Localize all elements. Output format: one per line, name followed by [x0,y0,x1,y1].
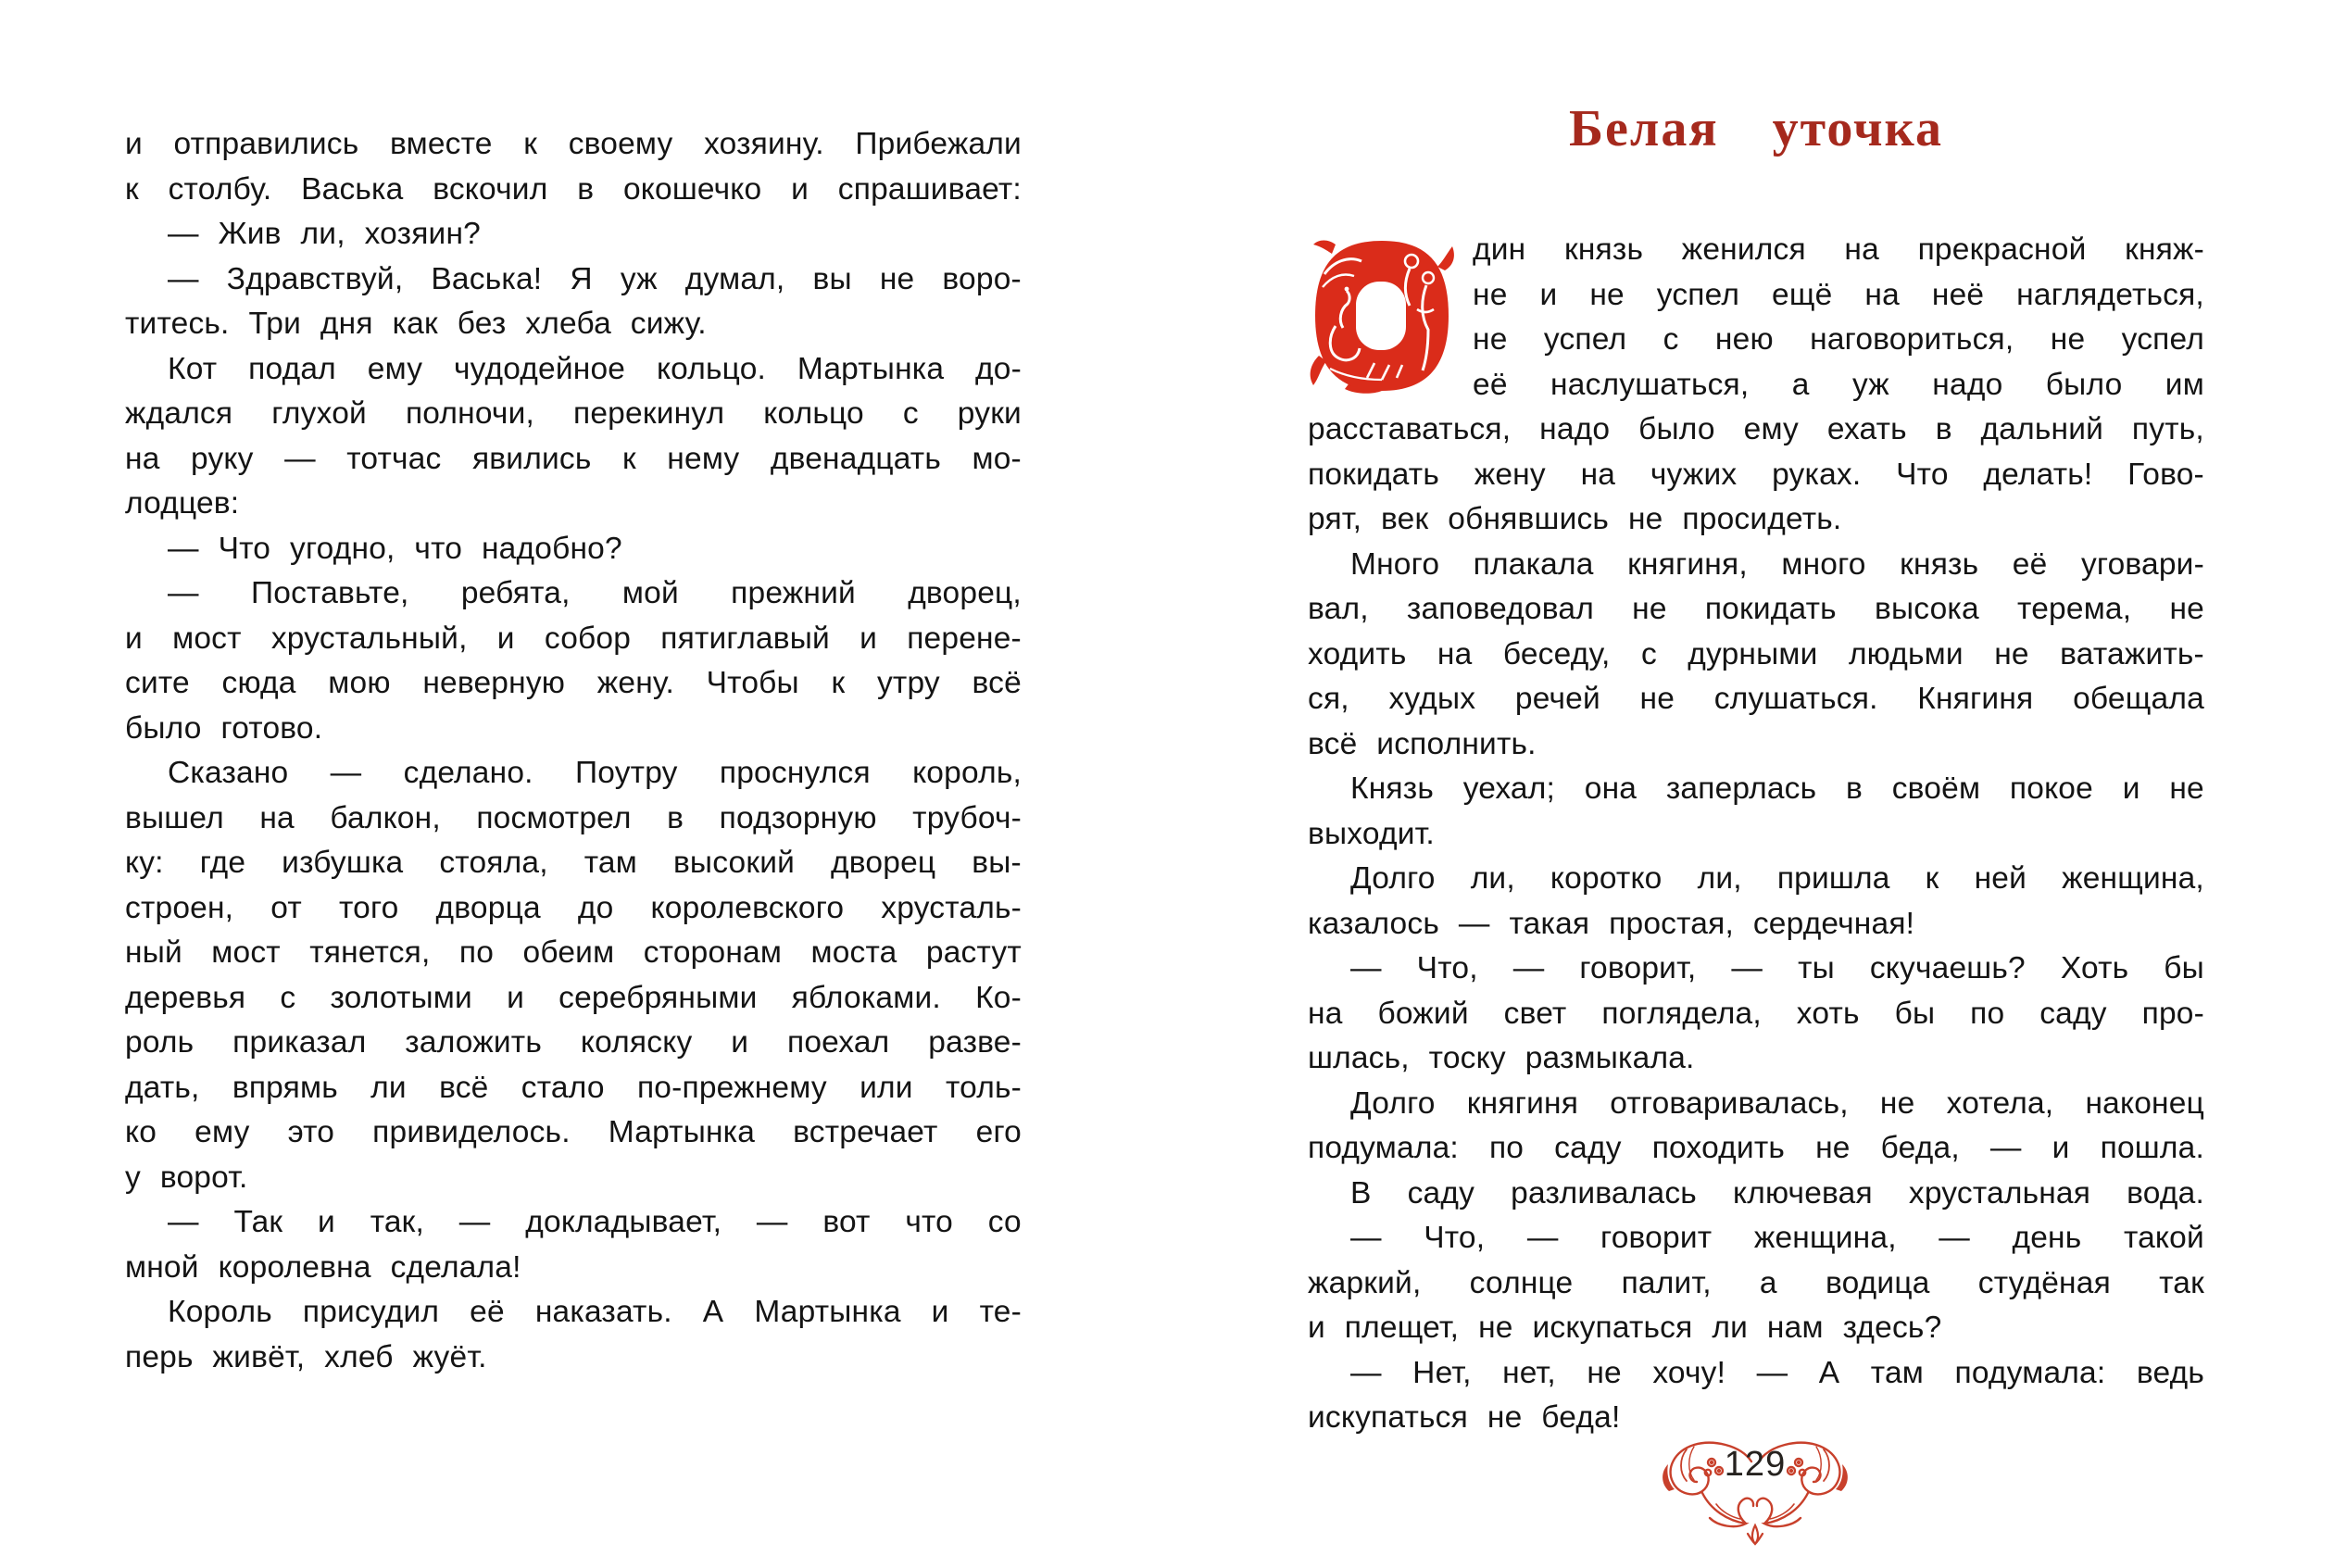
text-line: ходить на беседу, с дурными людьми не ватажить- [1308,636,2204,671]
text-line: шлась, тоску размыкала. [1308,1041,1695,1075]
text-line: казалось — такая простая, сердечная! [1308,906,1915,941]
text-line: деревья с золотыми и серебряными яблоками. Ко- [125,980,1022,1015]
drop-cap-engraving-icon [1308,237,1456,395]
text-line: не и не успел ещё на неё наглядеться, [1473,277,2204,312]
text-line: расставаться, надо было ему ехать в дальний путь, [1308,412,2204,446]
text-line: ко ему это привиделось. Мартынка встречает его [125,1115,1022,1149]
text-line: Князь уехал; она заперлась в своём покое и не [1350,771,2204,806]
text-line: титесь. Три дня как без хлеба сижу. [125,307,707,341]
text-line: на руку — тотчас явились к нему двенадцать мо- [125,441,1022,476]
text-line: искупаться не беда! [1308,1400,1621,1435]
text-line: — Нет, нет, не хочу! — А там подумала: ведь [1350,1355,2204,1390]
text-line: роль приказал заложить коляску и поехал разве- [125,1025,1022,1060]
text-line: Долго ли, коротко ли, пришла к ней женщина, [1350,861,2204,896]
text-line: — Здравствуй, Васька! Я уж думал, вы не воро- [168,261,1022,296]
text-line: ся, худых речей не слушаться. Княгиня обещала [1308,682,2204,716]
text-line: покидать жену на чужих руках. Что делать! Гово- [1308,457,2204,492]
chapter-title: Белая уточка [1569,100,1943,157]
text-line: — Что угодно, что надобно? [168,531,622,566]
right-page-text [1308,228,2204,1441]
text-line: Король присудил её наказать. А Мартынка и те- [168,1295,1022,1329]
text-line: Кот подал ему чудодейное кольцо. Мартынка до- [168,351,1022,386]
text-line: всё исполнить. [1308,726,1537,761]
footer-ornament [1659,1437,1851,1547]
text-line: было готово. [125,710,323,746]
text-line: ный мост тянется, по обеим сторонам моста растут [125,935,1022,970]
text-line: у ворот. [125,1160,248,1195]
text-line: Сказано — сделано. Поутру проснулся король, [168,756,1022,790]
text-line: вышел на балкон, посмотрел в подзорную трубоч- [125,800,1022,835]
text-line: — Что, — говорит женщина, — день такой [1350,1221,2204,1255]
text-line: рят, век обнявшись не просидеть. [1308,502,1842,536]
text-line: подумала: по саду походить не беда, — и пошла. [1308,1131,2204,1165]
text-line: Долго княгиня отговаривалась, не хотела, наконец [1350,1085,2204,1121]
ornamental-drop-cap-O [1308,237,1456,395]
text-line: — Что, — говорит, — ты скучаешь? Хоть бы [1350,951,2204,985]
text-line: дин князь женился на прекрасной княж- [1473,232,2204,267]
left-page-text [125,122,1022,1380]
text-line: жаркий, солнце палит, а водица студёная так [1308,1265,2204,1300]
text-line: и отправились вместе к своему хозяину. Прибежали [125,127,1022,161]
text-line: лодцев: [125,486,240,521]
text-line: выходит. [1308,816,1435,851]
text-line: сите сюда мою неверную жену. Чтобы к утру всё [125,666,1022,700]
text-line: дать, впрямь ли всё стало по-прежнему или толь- [125,1070,1022,1105]
text-line: — Жив ли, хозяин? [168,217,481,251]
text-line: — Поставьте, ребята, мой прежний дворец, [168,576,1022,610]
text-line: В саду разливалась ключевая хрустальная вода. [1350,1175,2204,1210]
text-line: и плещет, не искупаться ли нам здесь? [1308,1311,1942,1345]
text-line: не успел с нею наговориться, не успел [1473,322,2204,357]
page-number: 129 [1724,1445,1787,1484]
text-line: перь живёт, хлеб жуёт. [125,1339,487,1374]
text-line: Много плакала княгиня, много князь её уговари- [1350,546,2204,582]
text-line: мной королевна сделала! [125,1249,521,1285]
text-line: к столбу. Васька вскочил в окошечко и спрашивает: [125,171,1022,207]
text-line: вал, заповедовал не покидать высока терема, не [1308,592,2204,626]
text-line: на божий свет поглядела, хоть бы по саду про- [1308,996,2204,1031]
text-line: ку: где избушка стояла, там высокий дворец вы- [125,846,1022,880]
text-line: строен, от того дворца до королевского хрусталь- [125,890,1022,925]
text-line: и мост хрустальный, и собор пятиглавый и перене- [125,621,1022,656]
text-line: её наслушаться, а уж надо было им [1473,367,2204,402]
text-line: ждался глухой полночи, перекинул кольцо с руки [125,396,1022,431]
text-line: — Так и так, — докладывает, — вот что со [168,1205,1022,1239]
